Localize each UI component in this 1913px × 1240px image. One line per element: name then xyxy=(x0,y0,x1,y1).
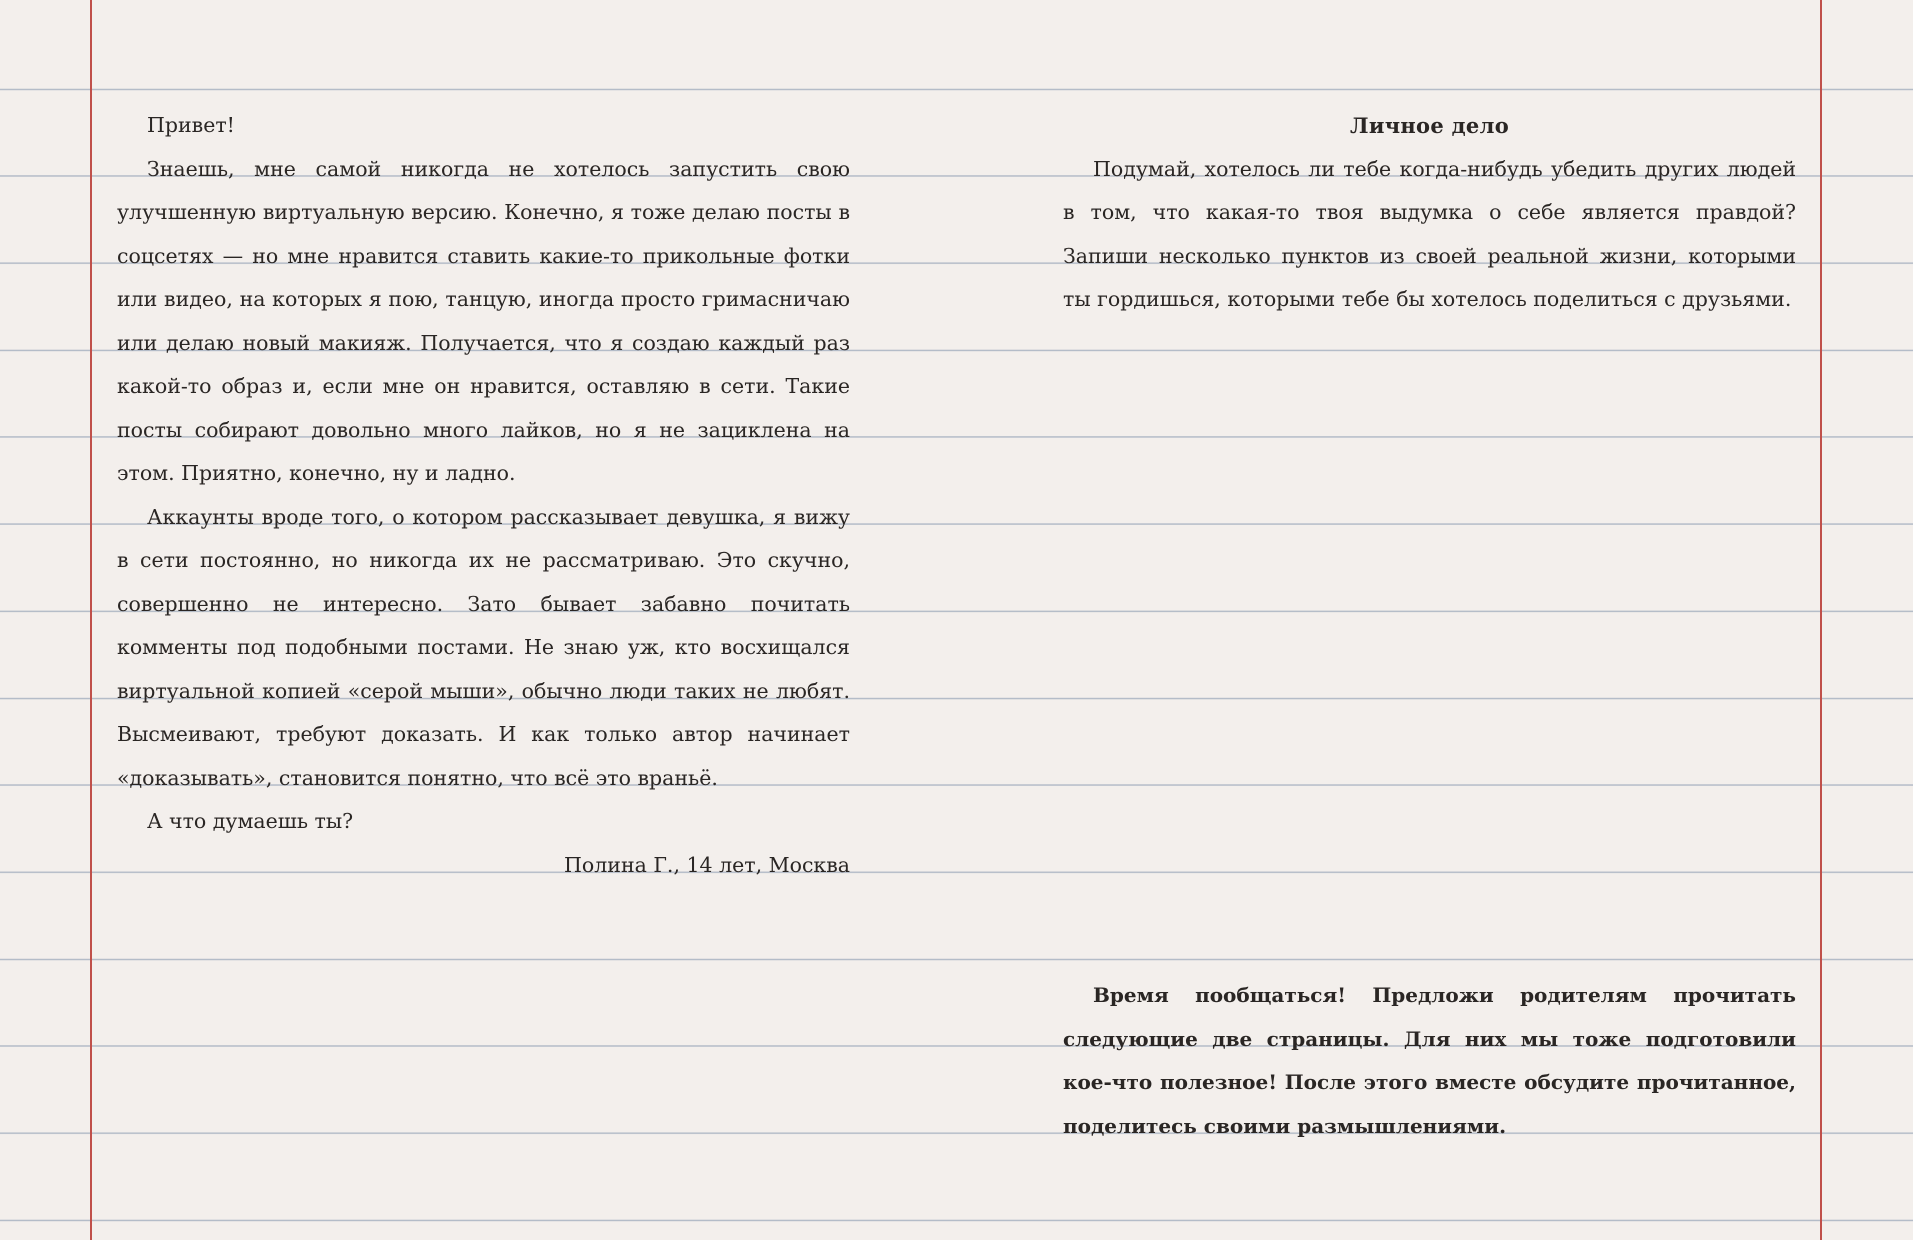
personal-file-title: Личное дело xyxy=(1349,113,1510,138)
letter-greeting: Привет! xyxy=(147,113,235,137)
left-margin-line xyxy=(90,0,92,1240)
personal-file-section xyxy=(1063,104,1796,322)
letter-paragraph: Аккаунты вроде того, о котором рассказывает девушка, я вижу в сети постоянно, но никогда их не рассматриваю. Это скучно, совершенно не интересно. Зато бывает забавно почитать комменты под подобными постами. Не знаю уж, кто восхищался виртуальной копией «серой мыши», обычно люди таких не любят. Высмеивают, требуют доказать. И как только автор начинает «доказывать», становится понятно, что всё это враньё. xyxy=(117,504,850,790)
letter-paragraph: А что думаешь ты? xyxy=(147,809,354,833)
right-margin-line xyxy=(1820,0,1822,1240)
letter-column xyxy=(117,104,850,887)
personal-file-text: Подумай, хотелось ли тебе когда-нибудь убедить других людей в том, что какая-то твоя выдумка о себе является правдой? Запиши несколько пунктов из своей реальной жизни, которыми ты гордишься, которыми тебе бы хотелось поделиться с друзьями. xyxy=(1063,156,1796,311)
talk-time-text: Время пообщаться! Предложи родителям прочитать следующие две страницы. Для них мы тоже подготовили кое-что полезное! После этого вместе обсудите прочитанное, поделитесь своими размышлениями. xyxy=(1063,983,1796,1138)
letter-paragraph: Знаешь, мне самой никогда не хотелось запустить свою улучшенную виртуальную версию. Конечно, я тоже делаю посты в соцсетях — но мне нравится ставить какие-то прикольные фотки или видео, на которых я пою, танцую, иногда просто гримасничаю или делаю новый макияж. Получается, что я создаю каждый раз какой-то образ и, если мне он нравится, оставляю в сети. Такие посты собирают довольно много лайков, но я не зациклена на этом. Приятно, конечно, ну и ладно. xyxy=(117,156,850,485)
letter-signature: Полина Г., 14 лет, Москва xyxy=(564,852,850,877)
talk-time-section xyxy=(1063,974,1796,1148)
